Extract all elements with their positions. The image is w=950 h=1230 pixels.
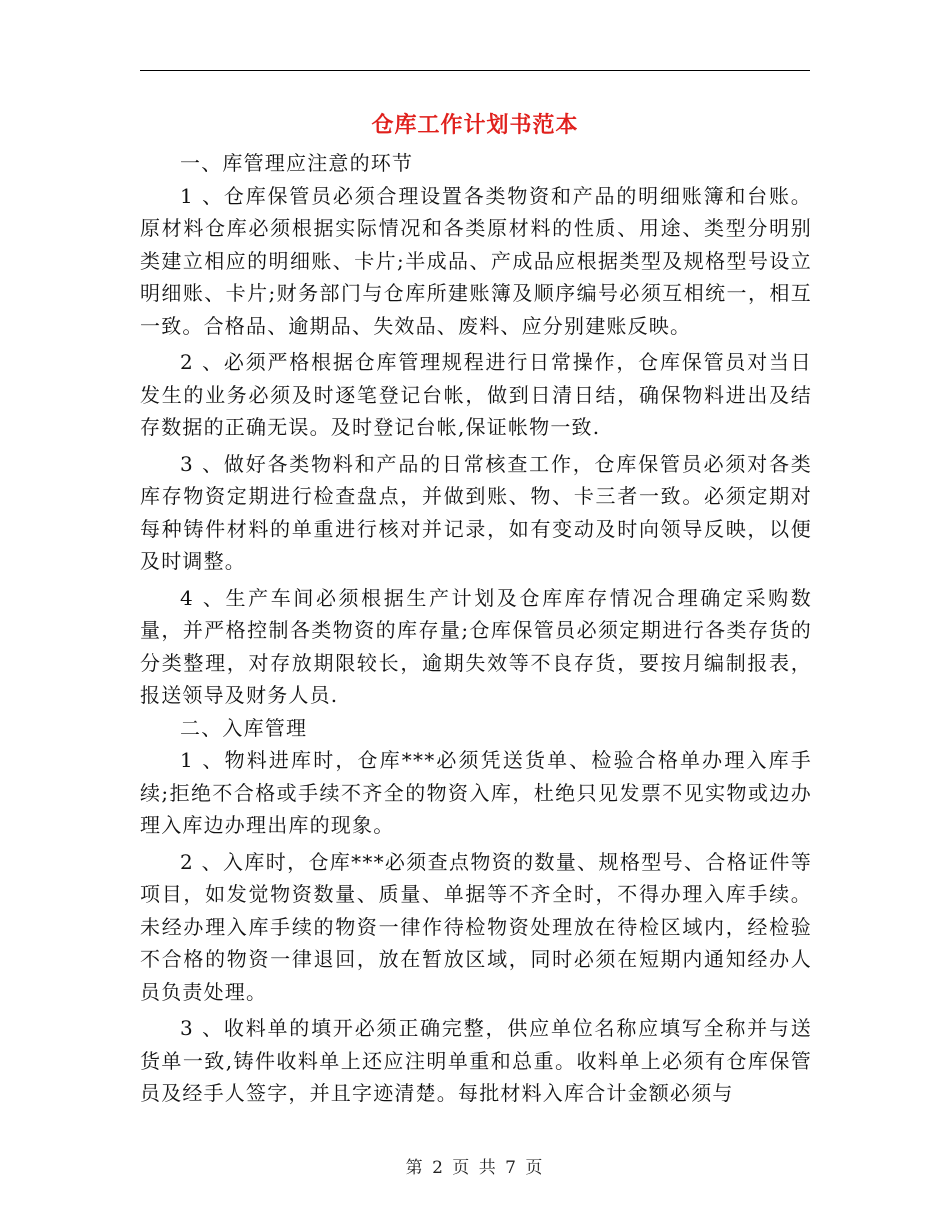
paragraph: 2 、入库时，仓库***必须查点物资的数量、规格型号、合格证件等项目，如发觉物资数量、质量、单据等不齐全时，不得办理入库手续。未经办理入库手续的物资一律作待检物资处理放在待检区域内，经检验不合格的物资一律退回，放在暂放区域，同时必须在短期内通知经办人员负责处理。 xyxy=(140,849,812,1004)
paragraph: 1 、物料进库时，仓库***必须凭送货单、检验合格单办理入库手续;拒绝不合格或手续不齐全的物资入库，杜绝只见发票不见实物或边办理入库边办理出库的现象。 xyxy=(140,748,812,837)
page-number-footer: 第 2 页 共 7 页 xyxy=(405,1158,545,1178)
paragraph: 2 、必须严格根据仓库管理规程进行日常操作，仓库保管员对当日发生的业务必须及时逐笔登记台帐，做到日清日结，确保物料进出及结存数据的正确无误。及时登记台帐,保证帐物一致. xyxy=(140,350,812,439)
section-heading: 二、入库管理 xyxy=(180,715,308,740)
paragraph: 3 、做好各类物料和产品的日常核查工作，仓库保管员必须对各类库存物资定期进行检查盘点，并做到账、物、卡三者一致。必须定期对每种铸件材料的单重进行核对并记录，如有变动及时向领导反映，以便及时调整。 xyxy=(140,451,812,573)
document-body xyxy=(140,147,812,1110)
section-heading: 一、库管理应注意的环节 xyxy=(180,151,414,175)
header-rule xyxy=(140,70,810,71)
paragraph: 3 、收料单的填开必须正确完整，供应单位名称应填写全称并与送货单一致,铸件收料单上还应注明单重和总重。收料单上必须有仓库保管员及经手人签字，并且字迹清楚。每批材料入库合计金额必须与 xyxy=(140,1016,812,1105)
paragraph: 1 、仓库保管员必须合理设置各类物资和产品的明细账簿和台账。原材料仓库必须根据实际情况和各类原材料的性质、用途、类型分明别类建立相应的明细账、卡片;半成品、产成品应根据类型及规格型号设立明细账、卡片;财务部门与仓库所建账簿及顺序编号必须互相统一，相互一致。合格品、逾期品、失效品、废料、应分别建账反映。 xyxy=(140,183,812,338)
document-title: 仓库工作计划书范本 xyxy=(371,112,579,138)
paragraph: 4 、生产车间必须根据生产计划及仓库库存情况合理确定采购数量，并严格控制各类物资的库存量;仓库保管员必须定期进行各类存货的分类整理，对存放期限较长，逾期失效等不良存货，要按月编制报表，报送领导及财务人员. xyxy=(140,585,812,707)
